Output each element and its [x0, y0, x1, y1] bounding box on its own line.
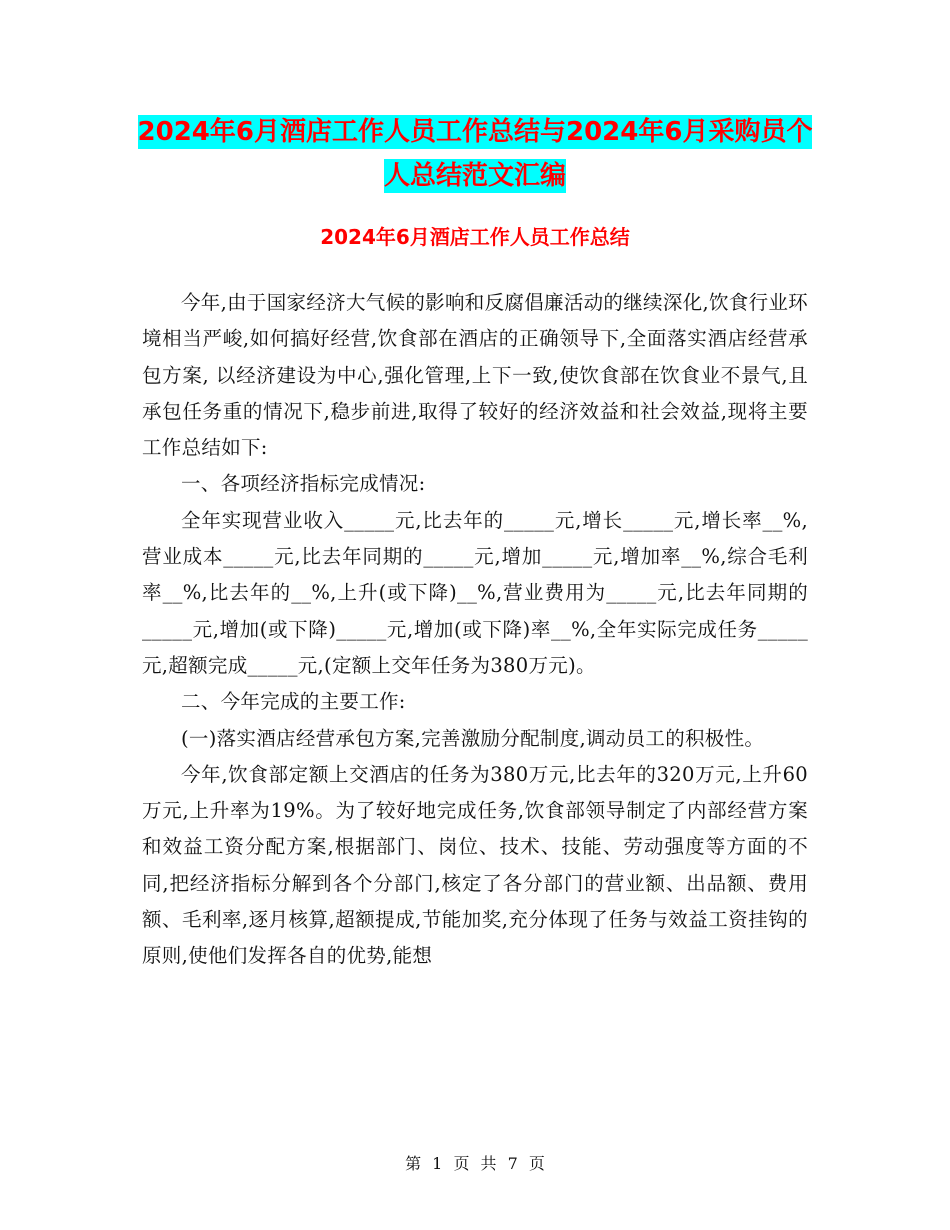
document-title	[130, 110, 820, 198]
subheading-contract-plan: (一)落实酒店经营承包方案,完善激励分配制度,调动员工的积极性。	[181, 726, 765, 750]
document-title-text: 2024年6月酒店工作人员工作总结与2024年6月采购员个人总结范文汇编	[137, 117, 813, 191]
page-footer: 第 1 页 共 7 页	[405, 1154, 545, 1173]
heading-economic-indicators: 一、各项经济指标完成情况:	[181, 472, 426, 496]
paragraph-contract-details: 今年,饮食部定额上交酒店的任务为380万元,比去年的320万元,上升60 万元,上升率为19%。为了较好地完成任务,饮食部领导制定了内部经营方案和效益工资分配方案,根据部门、岗位、技术、技能、劳动强度等方面的不同,把经济指标分解到各个分部门,核定了各分部门的营业额、出品额、费用额、毛利率,逐月核算,超额提成,节能加奖,充分体现了任务与效益工资挂钩的原则,使他们发挥各自的优势,能想	[142, 762, 808, 968]
paragraph-indicators: 全年实现营业收入_____元,比去年的_____元,增长_____元,增长率__%,营业成本_____元,比去年同期的_____元,增加_____元,增加率__%,综合毛利率__%,比去年的__%,上升(或下降)__%,营业费用为_____元,比去年同期的_____元,增加(或下降)_____元,增加(或下降)率__%,全年实际完成任务_____元,超额完成_____元,(定额上交年任务为380万元)。	[142, 508, 808, 677]
heading-main-work: 二、今年完成的主要工作:	[181, 690, 406, 714]
paragraph-intro: 今年,由于国家经济大气候的影响和反腐倡廉活动的继续深化,饮食行业环境相当严峻,如何搞好经营,饮食部在酒店的正确领导下,全面落实酒店经营承包方案, 以经济建设为中心,强化管理,上下一致,使饮食部在饮食业不景气,且承包任务重的情况下,稳步前进,取得了较好的经济效益和社会效益,现将主要工作总结如下:	[142, 291, 808, 460]
section-title: 2024年6月酒店工作人员工作总结	[320, 225, 630, 249]
document-body	[142, 285, 808, 975]
